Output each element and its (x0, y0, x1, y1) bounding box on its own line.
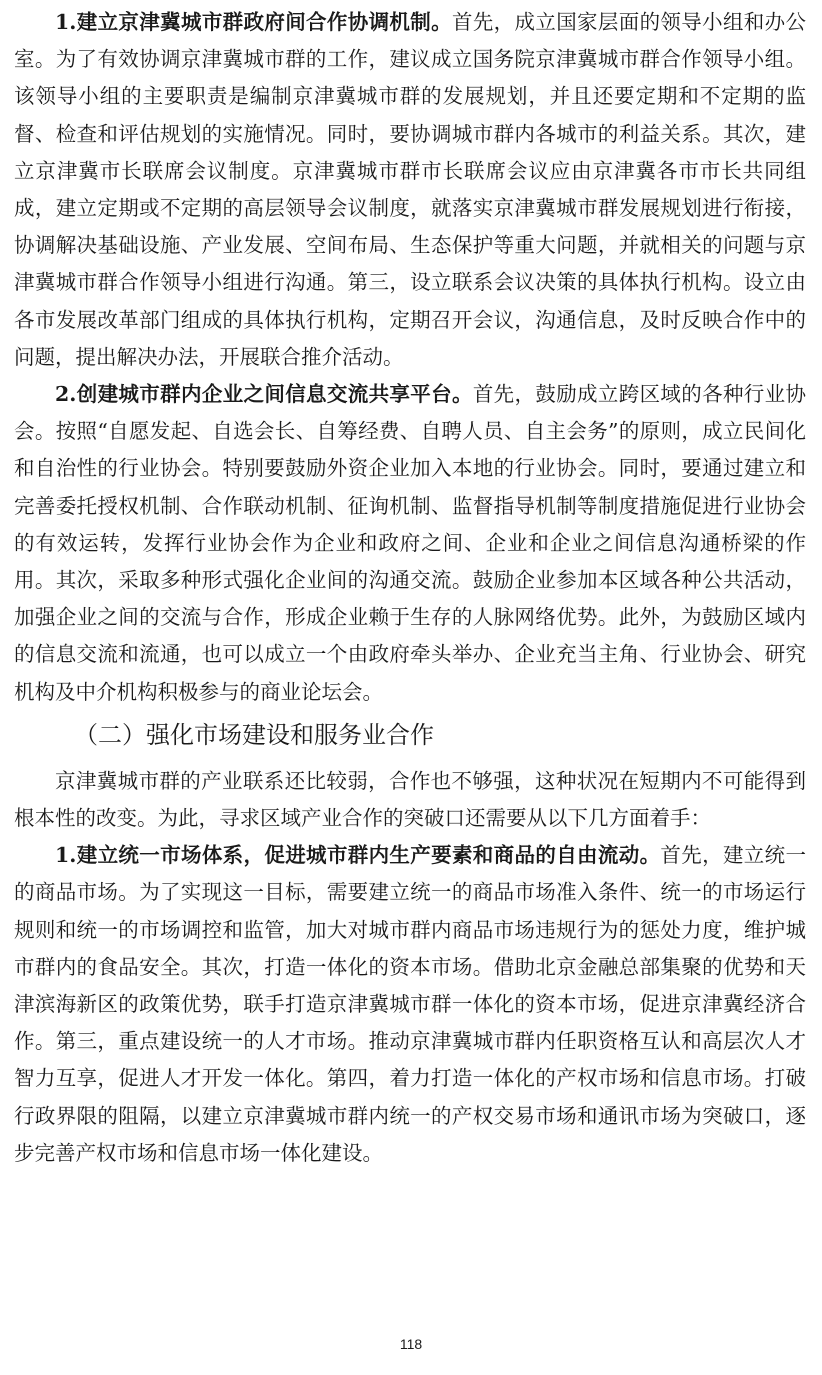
paragraph-body: 首先，成立国家层面的领导小组和办公室。为了有效协调京津冀城市群的工作，建议成立国务院京津冀城市群合作领导小组。该领导小组的主要职责是编制京津冀城市群的发展规划，并且还要定期和不定期的监督、检查和评估规划的实施情况。同时，要协调城市群内各城市的利益关系。其次，建立京津冀市长联席会议制度。京津冀城市群市长联席会议应由京津冀各市市长共同组成，建立定期或不定期的高层领导会议制度，就落实京津冀城市群发展规划进行衔接，协调解决基础设施、产业发展、空间布局、生态保护等重大问题，并就相关的问题与京津冀城市群合作领导小组进行沟通。第三，设立联系会议决策的具体执行机构。设立由各市发展改革部门组成的具体执行机构，定期召开会议，沟通信息，及时反映合作中的问题，提出解决办法，开展联合推介活动。 (14, 10, 806, 369)
section-heading: （二）强化市场建设和服务业合作 (74, 720, 434, 749)
page-number: 118 (399, 1336, 423, 1352)
paragraph-enterprise-platform (14, 376, 806, 711)
paragraph-lead-heading: 2.创建城市群内企业之间信息交流共享平台。 (55, 382, 473, 407)
document-page (14, 4, 806, 1172)
paragraph-government-coordination (14, 4, 806, 376)
paragraph-body: 首先，鼓励成立跨区域的各种行业协会。按照“自愿发起、自选会长、自筹经费、自聘人员、自主会务”的原则，成立民间化和自治性的行业协会。特别要鼓励外资企业加入本地的行业协会。同时，要通过建立和完善委托授权机制、合作联动机制、征询机制、监督指导机制等制度措施促进行业协会的有效运转，发挥行业协会作为企业和政府之间、企业和企业之间信息沟通桥梁的作用。其次，采取多种形式强化企业间的沟通交流。鼓励企业参加本区域各种公共活动，加强企业之间的交流与合作，形成企业赖于生存的人脉网络优势。此外，为鼓励区域内的信息交流和流通，也可以成立一个由政府牵头举办、企业充当主角、行业协会、研究机构及中介机构积极参与的商业论坛会。 (14, 382, 806, 704)
paragraph-intro: 京津冀城市群的产业联系还比较弱，合作也不够强，这种状况在短期内不可能得到根本性的改变。为此，寻求区域产业合作的突破口还需要从以下几方面着手： (14, 768, 806, 831)
paragraph-lead-heading: 1.建立京津冀城市群政府间合作协调机制。 (55, 10, 452, 34)
paragraph-lead-heading: 1.建立统一市场体系，促进城市群内生产要素和商品的自由流动。 (55, 843, 661, 868)
paragraph-body: 首先，建立统一的商品市场。为了实现这一目标，需要建立统一的商品市场准入条件、统一的市场运行规则和统一的市场调控和监管，加大对城市群内商品市场违规行为的惩处力度，维护城市群内的食品安全。其次，打造一体化的资本市场。借助北京金融总部集聚的优势和天津滨海新区的政策优势，联手打造京津冀城市群一体化的资本市场，促进京津冀经济合作。第三，重点建设统一的人才市场。推动京津冀城市群内任职资格互认和高层次人才智力互享，促进人才开发一体化。第四，着力打造一体化的产权市场和信息市场。打破行政界限的阻隔，以建立京津冀城市群内统一的产权交易市场和通讯市场为突破口，逐步完善产权市场和信息市场一体化建设。 (14, 843, 806, 1165)
paragraph-unified-market (14, 837, 806, 1172)
